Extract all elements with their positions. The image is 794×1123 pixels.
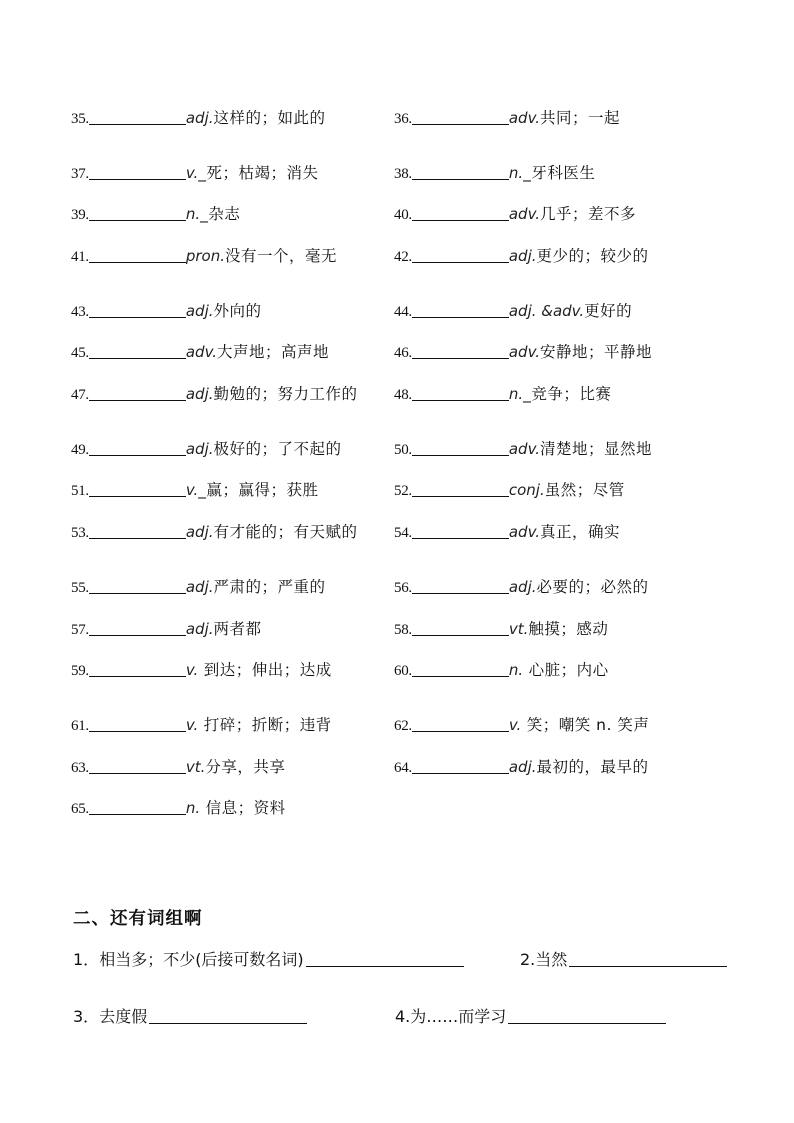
phrase-text: 为……而学习 [410,1007,507,1026]
part-of-speech: adj. [185,523,214,541]
vocab-row [0,713,794,737]
vocab-item [71,796,286,820]
answer-blank[interactable] [412,439,509,456]
phrase-item [73,1005,307,1029]
part-of-speech: v. [185,661,199,679]
vocab-item [71,106,326,130]
vocab-row [0,796,794,820]
vocab-item [394,478,625,502]
vocab-row [0,202,794,226]
item-number: 36. [394,111,412,127]
part-of-speech: adj. [508,578,537,596]
part-of-speech: adj. [185,109,214,127]
part-of-speech: adj. [185,620,214,638]
item-number: 37. [71,166,89,182]
meaning-text: 更好的 [584,302,633,320]
vocab-item [71,340,329,364]
item-number: 65. [71,801,89,817]
part-of-speech: adv. [508,523,540,541]
meaning-text: 触摸；感动 [528,620,609,638]
item-number: 40. [394,207,412,223]
vocab-item [71,202,240,226]
item-number: 51. [71,483,89,499]
meaning-text: 笑；嘲笑 n. 笑声 [521,716,650,734]
vocab-item [71,713,332,737]
part-of-speech: v. [185,716,199,734]
answer-blank[interactable] [412,577,509,594]
meaning-text: 这样的；如此的 [213,109,326,127]
vocab-item [394,299,632,323]
vocab-item [71,244,337,268]
item-number: 44. [394,304,412,320]
answer-blank[interactable] [89,246,186,263]
item-number: 50. [394,442,412,458]
phrase-item [73,948,464,972]
answer-blank[interactable] [89,439,186,456]
answer-blank[interactable] [89,757,186,774]
item-number: 59. [71,663,89,679]
vocab-row [0,520,794,544]
meaning-text: 信息；资料 [200,799,286,817]
vocab-item [71,658,332,682]
vocab-item [394,713,649,737]
part-of-speech: vt. [508,620,529,638]
meaning-text: 分享，共享 [205,758,286,776]
vocab-row [0,340,794,364]
phrase-text: 相当多；不少(后接可数名词) [99,950,304,969]
meaning-text: 心脏；内心 [523,661,609,679]
item-number: 43. [71,304,89,320]
vocab-item [71,382,358,406]
part-of-speech: v. [185,481,199,499]
item-number: 64. [394,760,412,776]
meaning-text: 几乎；差不多 [540,205,637,223]
answer-blank[interactable] [412,246,509,263]
item-number: 54. [394,525,412,541]
part-of-speech: n. [185,205,201,223]
meaning-text: 必要的；必然的 [536,578,649,596]
part-of-speech: adj. [185,385,214,403]
part-of-speech: n. [508,385,524,403]
answer-blank[interactable] [412,480,509,497]
answer-blank[interactable] [412,108,509,125]
part-of-speech: adj. &adv. [508,302,585,320]
vocab-item [394,437,652,461]
answer-blank[interactable] [89,108,186,125]
meaning-text: 到达；伸出；达成 [198,661,332,679]
phrase-text: 去度假 [99,1007,148,1026]
answer-blank[interactable] [412,301,509,318]
part-of-speech: n. [508,164,524,182]
item-number: 39. [71,207,89,223]
part-of-speech: adv. [185,343,217,361]
vocab-row [0,478,794,502]
part-of-speech: adv. [508,343,540,361]
answer-blank[interactable] [412,163,509,180]
part-of-speech: adj. [508,758,537,776]
answer-blank[interactable] [412,757,509,774]
phrase-number: 4. [395,1007,411,1026]
vocab-item [71,617,262,641]
vocab-row [0,299,794,323]
section-title: 二、还有词组啊 [73,909,203,929]
answer-blank[interactable] [412,715,509,732]
vocab-item [394,575,649,599]
vocab-row [0,755,794,779]
meaning-text: 严肃的；严重的 [213,578,326,596]
answer-blank[interactable] [412,619,509,636]
part-of-speech: vt. [185,758,206,776]
meaning-text: 外向的 [213,302,262,320]
answer-blank[interactable] [89,342,186,359]
part-of-speech: adv. [508,109,540,127]
phrase-number: 1． [73,950,100,969]
meaning-text: 两者都 [213,620,262,638]
item-number: 56. [394,580,412,596]
answer-blank[interactable] [89,619,186,636]
answer-blank[interactable] [89,660,186,677]
part-of-speech: n. [185,799,201,817]
answer-blank[interactable] [412,384,509,401]
vocab-item [71,161,319,185]
item-number: 55. [71,580,89,596]
vocab-row [0,575,794,599]
vocab-item [394,617,608,641]
meaning-text: 虽然；尽管 [544,481,625,499]
vocab-row [0,382,794,406]
vocab-row [0,658,794,682]
vocab-item [394,244,649,268]
part-of-speech: adj. [508,247,537,265]
vocab-item [394,340,652,364]
vocab-row [0,244,794,268]
meaning-text: 打碎；折断；违背 [198,716,332,734]
answer-blank[interactable] [149,1007,307,1024]
item-number: 46. [394,345,412,361]
part-of-speech: adv. [508,205,540,223]
answer-blank[interactable] [412,660,509,677]
meaning-text: 没有一个，毫无 [225,247,338,265]
part-of-speech: adj. [185,440,214,458]
vocab-item [394,382,611,406]
meaning-text: 最初的，最早的 [536,758,649,776]
part-of-speech: adv. [508,440,540,458]
meaning-text: 真正，确实 [540,523,621,541]
vocab-item [394,658,609,682]
vocab-item [71,478,319,502]
item-number: 62. [394,718,412,734]
vocab-item [71,575,326,599]
vocab-item [394,520,620,544]
vocab-item [71,520,358,544]
item-number: 45. [71,345,89,361]
vocab-item [71,755,285,779]
meaning-text: _竞争；比赛 [523,385,612,403]
item-number: 42. [394,249,412,265]
item-number: 48. [394,387,412,403]
item-number: 35. [71,111,89,127]
part-of-speech: v. [508,716,522,734]
vocab-item [71,437,342,461]
answer-blank[interactable] [412,204,509,221]
meaning-text: 更少的；较少的 [536,247,649,265]
vocab-item [394,161,595,185]
answer-blank[interactable] [89,301,186,318]
answer-blank[interactable] [89,577,186,594]
meaning-text: 共同；一起 [540,109,621,127]
item-number: 53. [71,525,89,541]
answer-blank[interactable] [89,384,186,401]
item-number: 41. [71,249,89,265]
vocab-item [394,106,620,130]
phrase-item [395,1005,666,1029]
vocab-item [394,755,649,779]
vocab-row [0,161,794,185]
item-number: 49. [71,442,89,458]
meaning-text: _杂志 [200,205,241,223]
part-of-speech: conj. [508,481,545,499]
answer-blank[interactable] [89,798,186,815]
phrase-item [520,948,727,972]
meaning-text: 极好的；了不起的 [213,440,342,458]
item-number: 60. [394,663,412,679]
answer-blank[interactable] [89,480,186,497]
item-number: 52. [394,483,412,499]
vocab-row [0,617,794,641]
meaning-text: _赢；赢得；获胜 [198,481,319,499]
item-number: 63. [71,760,89,776]
answer-blank[interactable] [89,715,186,732]
phrase-text: 当然 [535,950,568,969]
answer-blank[interactable] [89,204,186,221]
part-of-speech: pron. [185,247,225,265]
answer-blank[interactable] [89,163,186,180]
part-of-speech: adj. [185,302,214,320]
item-number: 61. [71,718,89,734]
meaning-text: 清楚地；显然地 [540,440,653,458]
item-number: 38. [394,166,412,182]
item-number: 58. [394,622,412,638]
item-number: 57. [71,622,89,638]
answer-blank[interactable] [508,1007,666,1024]
vocab-row [0,437,794,461]
item-number: 47. [71,387,89,403]
meaning-text: _死；枯竭；消失 [198,164,319,182]
vocab-row [0,106,794,130]
answer-blank[interactable] [89,522,186,539]
meaning-text: 有才能的；有天赋的 [213,523,358,541]
meaning-text: 安静地；平静地 [540,343,653,361]
phrase-number: 3． [73,1007,100,1026]
answer-blank[interactable] [569,950,727,967]
part-of-speech: adj. [185,578,214,596]
meaning-text: _牙科医生 [523,164,596,182]
vocab-item [394,202,636,226]
part-of-speech: v. [185,164,199,182]
answer-blank[interactable] [412,522,509,539]
answer-blank[interactable] [412,342,509,359]
meaning-text: 勤勉的；努力工作的 [213,385,358,403]
meaning-text: 大声地；高声地 [217,343,330,361]
phrase-number: 2. [520,950,536,969]
part-of-speech: n. [508,661,524,679]
answer-blank[interactable] [306,950,464,967]
vocab-item [71,299,262,323]
